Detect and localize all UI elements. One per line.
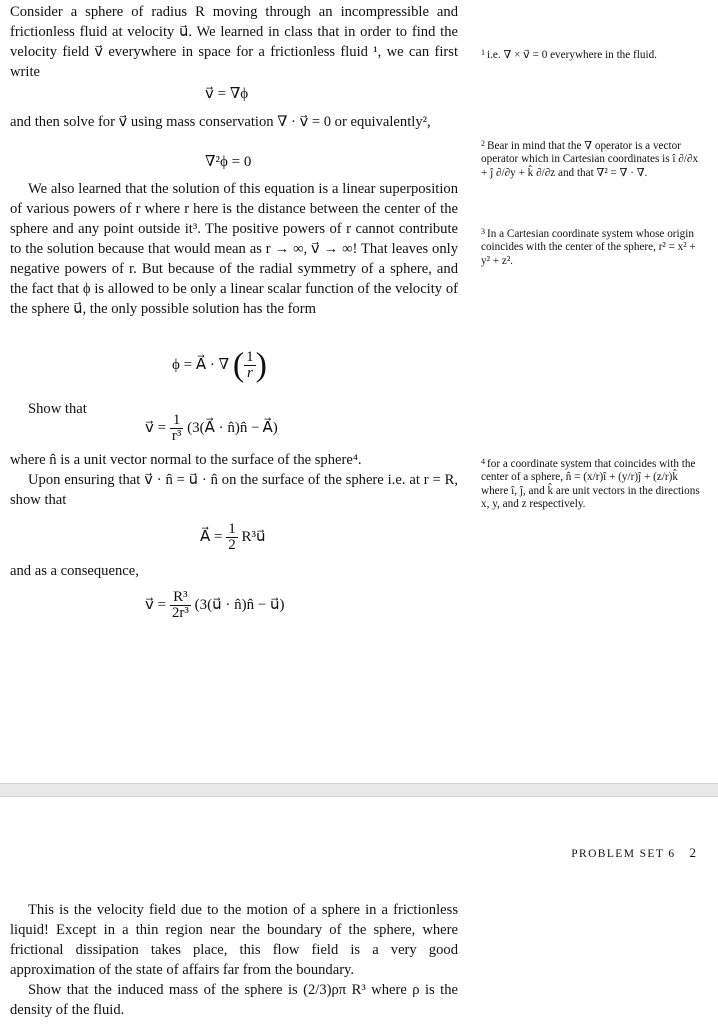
sidenote-4 <box>481 455 703 512</box>
fraction-one-over-r <box>244 350 256 381</box>
sidenote-3-marker: 3 <box>481 227 485 236</box>
paragraph-boundary-condition: Upon ensuring that v⃗ · n̂ = u⃗ · n̂ on the surface of the sphere i.e. at r = R, show that <box>10 472 458 508</box>
fraction-one-half <box>226 522 238 553</box>
page-number: 2 <box>689 845 696 860</box>
main-text-block-2 <box>10 112 458 132</box>
eq6-denominator: 2r³ <box>171 605 189 621</box>
sidenote-2 <box>481 137 703 180</box>
paragraph-mass-conservation: and then solve for v⃗ using mass conservation ∇ · v⃗ = 0 or equivalently², <box>10 114 431 130</box>
paragraph-induced-mass: Show that the induced mass of the sphere is (2/3)ρπ R³ where ρ is the density of the fluid. <box>10 982 458 1018</box>
paragraph-intro: Consider a sphere of radius R moving through an incompressible and frictionless fluid at velocity u⃗. We learned in class that in order to find the velocity field v⃗ everywhere in space for a frictionless fluid ¹, we can first write <box>10 4 458 80</box>
main-text-block-1 <box>10 2 458 82</box>
sidenote-1 <box>481 46 703 62</box>
sidenote-3-text: In a Cartesian coordinate system whose origin coincides with the center of the sphere, r² = x² + y² + z². <box>481 228 696 267</box>
eq5-lhs: A⃗ = <box>200 528 223 545</box>
fraction-one-over-r-cubed <box>170 413 184 444</box>
eq6-numerator: R³ <box>170 590 191 606</box>
sidenote-1-marker: 1 <box>481 48 485 57</box>
eq4-numerator: 1 <box>170 413 184 429</box>
paragraph-unit-normal: where n̂ is a unit vector normal to the surface of the sphere⁴. <box>10 452 362 468</box>
eq6-lhs: v⃗ = <box>145 596 167 613</box>
eq5-denominator: 2 <box>228 537 236 553</box>
main-text-block-6 <box>10 561 458 581</box>
left-paren: ( <box>232 346 245 384</box>
eq4-denominator: r³ <box>171 428 182 444</box>
eq4-lhs: v⃗ = <box>145 419 167 436</box>
equation-A-value <box>200 522 266 553</box>
sidenote-4-marker: 4 <box>481 457 485 466</box>
sidenote-4-text: for a coordinate system that coincides with the center of a sphere, n̂ = (x/r)î + (y/r)ĵ + (z/r)k̂ where î, ĵ, and k̂ are unit vectors in the directions x, y, and z respectively. <box>481 458 700 511</box>
running-head <box>571 845 696 861</box>
sidenote-2-text: Bear in mind that the ∇ operator is a vector operator which in Cartesian coordinates is î ∂/∂x + ĵ ∂/∂y + k̂ ∂/∂z and that ∇² = ∇ · ∇. <box>481 140 699 179</box>
page-2 <box>0 797 718 1024</box>
fraction-R-cubed-over-2r-cubed <box>170 590 191 621</box>
paragraph-frictionless-result: This is the velocity field due to the motion of a sphere in a frictionless liquid! Except in a thin region near the boundary of the sphere, where frictional dissipation takes place, this flow field is a very good approximation of the state of affairs far from the boundary. <box>10 902 458 978</box>
main-text-block-3 <box>10 179 458 319</box>
equation-velocity-field-A <box>145 413 278 444</box>
eq3-denominator: r <box>247 365 253 381</box>
paragraph-consequence: and as a consequence, <box>10 563 139 579</box>
eq3-numerator: 1 <box>246 349 254 365</box>
main-text-block-5 <box>10 450 458 510</box>
equation-potential-form <box>172 346 267 384</box>
sidenote-2-marker: 2 <box>481 139 485 148</box>
sidenote-3 <box>481 225 703 268</box>
eq5-numerator: 1 <box>228 521 236 537</box>
equation-velocity-potential: v⃗ = ∇ϕ <box>205 86 249 102</box>
right-paren: ) <box>255 346 267 384</box>
equation-velocity-field-u <box>145 590 285 621</box>
eq6-rhs: (3(u⃗ · n̂)n̂ − u⃗) <box>194 596 285 613</box>
eq5-rhs: R³u⃗ <box>241 528 266 545</box>
show-that-label: Show that <box>28 401 87 417</box>
page-divider <box>0 783 718 797</box>
running-head-title: PROBLEM SET 6 <box>571 848 676 860</box>
main-text-block-page2 <box>10 900 458 1020</box>
eq3-lhs: ϕ = A⃗ · ∇ <box>172 356 230 373</box>
paragraph-superposition: We also learned that the solution of this equation is a linear superposition of various powers of r where r here is the distance between the center of the sphere and any point outside it³. The positive powers of r cannot contribute to the solution because that would mean as r → ∞, v⃗ → ∞! That leaves only negative powers of r. But because of the radial symmetry of a sphere, and the fact that ϕ is allowed to be only a linear scalar function of the velocity of the sphere u⃗, the only possible solution has the form <box>10 181 458 317</box>
sidenote-1-text: i.e. ∇ × v⃗ = 0 everywhere in the fluid. <box>487 49 657 61</box>
equation-laplace: ∇²ϕ = 0 <box>205 154 252 170</box>
eq4-rhs: (3(A⃗ · n̂)n̂ − A⃗) <box>187 419 278 436</box>
